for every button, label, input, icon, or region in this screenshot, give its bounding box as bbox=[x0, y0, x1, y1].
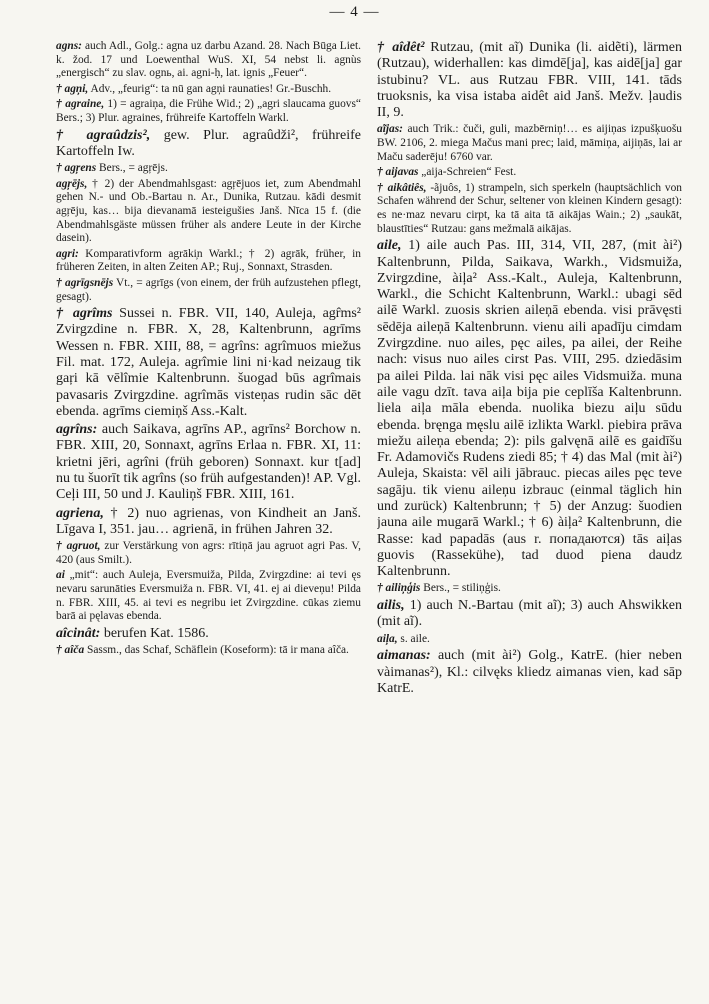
entry-headword: ailis, bbox=[377, 598, 410, 614]
entry-definition: zur Verstärkung von agrs: rītiņā jau agruot agri Pas. V, 420 (aus Smilt.). bbox=[56, 540, 361, 566]
dictionary-entry bbox=[377, 182, 682, 236]
entry-headword: † aîča bbox=[56, 644, 85, 657]
dictionary-entry bbox=[56, 626, 361, 642]
entry-headword: agriena, bbox=[56, 505, 111, 521]
entry-definition: † 2) der Abendmahlsgast: agŗējuos iet, zum Abendmahl gehen N.- und Ob.-Bartau n. Ar., Dunika, Rutzau. kādi desmit agŗēju, kas… bija dievanamā iesteigušies Janš. Nīca 15 f. (die Abendmahlsgäste müssen früher als andere Leute in der Kirche dasein). bbox=[56, 177, 361, 245]
entry-headword: aîcinât: bbox=[56, 625, 104, 641]
page-number: — 4 — bbox=[329, 4, 380, 20]
entry-definition: auch Adl., Golg.: agna uz darbu Azand. 28. Nach Būga Liet. k. žod. 17 und Loewenthal WuS. XI, 54 nebst li. agnùs „energisch“ zu slav. ognь, ai. agni-ḥ, lat. ignis „Feuer“. bbox=[56, 40, 361, 80]
entry-definition: Sassm., das Schaf, Schäflein (Koseform): tā ir mana aîča. bbox=[84, 644, 349, 657]
dictionary-entry bbox=[56, 83, 361, 97]
left-column bbox=[56, 40, 361, 995]
dictionary-entry bbox=[377, 582, 682, 596]
entry-headword: † ailiņģis bbox=[377, 582, 421, 595]
entry-definition: „mit“: auch Auleja, Eversmuiža, Pilda, Zvirgzdine: ai tevi ęs nevaru sarunāties Eversmuiža n. FBR. VI, 41. ej ai dieveņu! Pilda n. FBR. XIII, 45. ai tevi es negribu iet Zvirgzdine. cūkas ziemu barā ai pęlavas ebenda. bbox=[56, 569, 361, 623]
entry-definition: 1) auch N.-Bartau (mit aĩ); 3) auch Ahswikken (mit aĩ). bbox=[377, 598, 682, 630]
dictionary-entry bbox=[56, 277, 361, 304]
right-column bbox=[377, 40, 682, 995]
entry-headword: † agruot, bbox=[56, 540, 101, 553]
entry-definition: Rutzau, (mit aĩ) Dunika (li. aidẽti), lärmen (Rutzau), widerhallen: kas dimdē[ja], kas aidē[ja] gar istubinu? VL. aus Rutzau FBR. VIII, 141. tāds truoksnis, ka visa istaba aidêt aid Janš. Mežv. ļaudis II, 9. bbox=[377, 40, 682, 121]
entry-headword: † aikâtiês, bbox=[377, 181, 427, 194]
dictionary-entry bbox=[56, 162, 361, 176]
entry-definition: -ãjuôs, 1) strampeln, sich sperkeln (hauptsächlich von Schafen während der Schur, seltener von kleinen Kindern gesagt): es ne·maz nevaru cirpt, ka tā aita tā aikājas Wain.; 2) „saukāt, blaustīties“ Rutzau: gans mežmalā aikājas. bbox=[377, 181, 682, 235]
entry-definition: Sussei n. FBR. VII, 140, Auleja, agr̂ms² Zvirgzdine n. FBR. X, 28, Kaltenbrunn, agrīms Wessen n. FBR. XIII, 88, = agrîns: agrîmuos miežus Fil. mat. 172, Auleja. agrîmie lini ni·kad neizaug tik gaŗi kā vēlîmie Kaltenbrunn. šuogad būs agrîmais pavasaris Zvirgzdine. agrîmās visteņas rudin sāc dēt ebenda. agrīms ciemiņš Ass.-Kalt. bbox=[56, 306, 361, 419]
entry-definition: 1) aile auch Pas. III, 314, VII, 287, (mit ài²) Kaltenbrunn, Pilda, Saikava, Warkh., Vidsmuiža, Zvirgzdine, àiļa² Ass.-Kalt., Auleja, Kaltenbrunn, Warkl., die Schicht Kaltenbrunn, Warkl.: ubagi sēd ailē Warkl. zuosis skrien aileņā ebenda. visi prāvęsti sēdēja aileņā Kaltenbrunn. vienu aili apadīju cimdam Zvirgzdine. nuo ailes, pęc ailes, pa ailei, der Reihe nach: visus nuo ailes cirst Pas. VIII, 295. dziedāsim pa ailei Pilda. lai nāk visi pęc ailes Vidsmuiža. muna aile vagu dzīt. tava aiļa bija pie ceplīša Kaltenbrunn. liela aiļa māla ebenda. nuolika biezu aiļu sūdu ebenda. bręnga męslu ailē izlikta Warkl. piebira prāva miežu aileņa ebenda; 2): pils galvęnā ailē es gaidīšu Fr. Adamovičs Rudens ziedi 85; † 4) das Mal (mit ài²) Auleja, Skaista: vēl aili jābrauc. piecas ailes pęc teve sagāju. tik vienu aileņu izbrauc (einmal täglich hin und zurück) Kaltenbrunn; † 5) der Anzug: šuodien jauna aile mugarā Warkl.; † 6) àiļa² Kaltenbrunn, die Rasse: kad papadās (aus r. попадаются) tās aiļas guovis (Rassekühe), tad duod piena daudz Kaltenbrunn. bbox=[377, 238, 682, 580]
dictionary-entry bbox=[56, 178, 361, 246]
entry-definition: s. aile. bbox=[397, 632, 430, 645]
entry-headword: † agrīgsnējs bbox=[56, 276, 114, 289]
entry-definition: Bers., = stiliņģis. bbox=[420, 582, 501, 595]
dictionary-entry bbox=[377, 123, 682, 164]
dictionary-entry bbox=[56, 540, 361, 567]
entry-headword: † agraûdzis², bbox=[56, 127, 164, 143]
dictionary-entry bbox=[377, 238, 682, 580]
dictionary-entry bbox=[377, 40, 682, 121]
entry-headword: agŗējs, bbox=[56, 177, 88, 190]
dictionary-entry bbox=[377, 648, 682, 697]
dictionary-entry bbox=[377, 166, 682, 180]
dictionary-entry bbox=[56, 506, 361, 539]
dictionary-entry bbox=[377, 633, 682, 647]
entry-definition: † 2) nuo agrienas, von Kindheit an Janš. Līgava I, 351. jau… agrienā, in frühen Jahren 32. bbox=[56, 505, 361, 537]
dictionary-entry bbox=[56, 422, 361, 503]
entry-headword: † agŗens bbox=[56, 162, 97, 175]
dictionary-entry bbox=[56, 98, 361, 125]
entry-headword: aiļa, bbox=[377, 632, 398, 645]
entry-headword: agri: bbox=[56, 247, 79, 260]
entry-definition: auch Saikava, agrīns AP., agrīns² Borchow n. FBR. XIII, 20, Sonnaxt, agrīns Erlaa n. FBR. XI, 11: krietni jēri, agrîni (früh geboren) Sonnaxt. kur t[ad] nu tu šuorīt tik agrîns (so früh aufgestanden)! AP. Vgl. Ceļi III, 50 und J. Kauliņš FBR. XIII, 161. bbox=[56, 422, 361, 503]
entry-definition: auch (mit ài²) Golg., KatrE. (hier neben vàimanas²), Kl.: cilvęks kliedz aimanas vien, kad sāp KatrE. bbox=[377, 648, 682, 696]
entry-definition: Komparativform agrāki̦n Warkl.; † 2) agrāk, früher, in früheren Zeiten, in alten Zeiten AP.; Ruj., Sonnaxt, Strasden. bbox=[56, 247, 361, 274]
entry-headword: † agņi, bbox=[56, 82, 89, 95]
dictionary-entry bbox=[56, 40, 361, 81]
entry-headword: aĩjas: bbox=[377, 123, 403, 136]
entry-headword: † aijavas bbox=[377, 166, 419, 179]
dictionary-entry bbox=[56, 306, 361, 420]
dictionary-entry bbox=[56, 248, 361, 275]
entry-headword: aimanas: bbox=[377, 648, 438, 664]
dictionary-entry bbox=[56, 128, 361, 161]
dictionary-entry bbox=[56, 644, 361, 658]
entry-definition: Bers., = agŗējs. bbox=[96, 162, 168, 175]
entry-definition: berufen Kat. 1586. bbox=[103, 625, 209, 641]
entry-headword: † agrîms bbox=[56, 306, 120, 322]
entry-headword: ai bbox=[56, 569, 65, 582]
dictionary-entry bbox=[377, 598, 682, 631]
entry-definition: „aija-Schreien“ Fest. bbox=[418, 166, 517, 179]
entry-headword: † agraine, bbox=[56, 98, 105, 111]
entry-headword: agns: bbox=[56, 40, 82, 52]
entry-definition: Adv., „feurig“: ta nū gan agņi raunaties! Gr.-Buschh. bbox=[88, 82, 332, 95]
entry-definition: Vt., = agrīgs (von einem, der früh aufzustehen pflegt, gesagt). bbox=[56, 276, 361, 303]
entry-definition: auch Trik.: čuči, guli, mazbērniņ!… es aijiņas izpušķuošu BW. 2106, 2. miega Mačus mani prec; laid, māmiņa, aijiņās, lai ar Maču saderēju! 6760 var. bbox=[377, 123, 682, 163]
dictionary-entry bbox=[56, 569, 361, 623]
entry-headword: aile, bbox=[377, 238, 409, 254]
entry-definition: gew. Plur. agraûdži², frühreife Kartoffeln Iw. bbox=[56, 127, 361, 159]
entry-definition: 1) = agraiņa, die Frühe Wid.; 2) „agri slaucama guovs“ Bers.; 3) Plur. agraines, frühreife Kartoffeln Warkl. bbox=[56, 98, 361, 124]
entry-headword: agrîns: bbox=[56, 422, 102, 438]
entry-headword: † aîdêt² bbox=[377, 40, 431, 55]
